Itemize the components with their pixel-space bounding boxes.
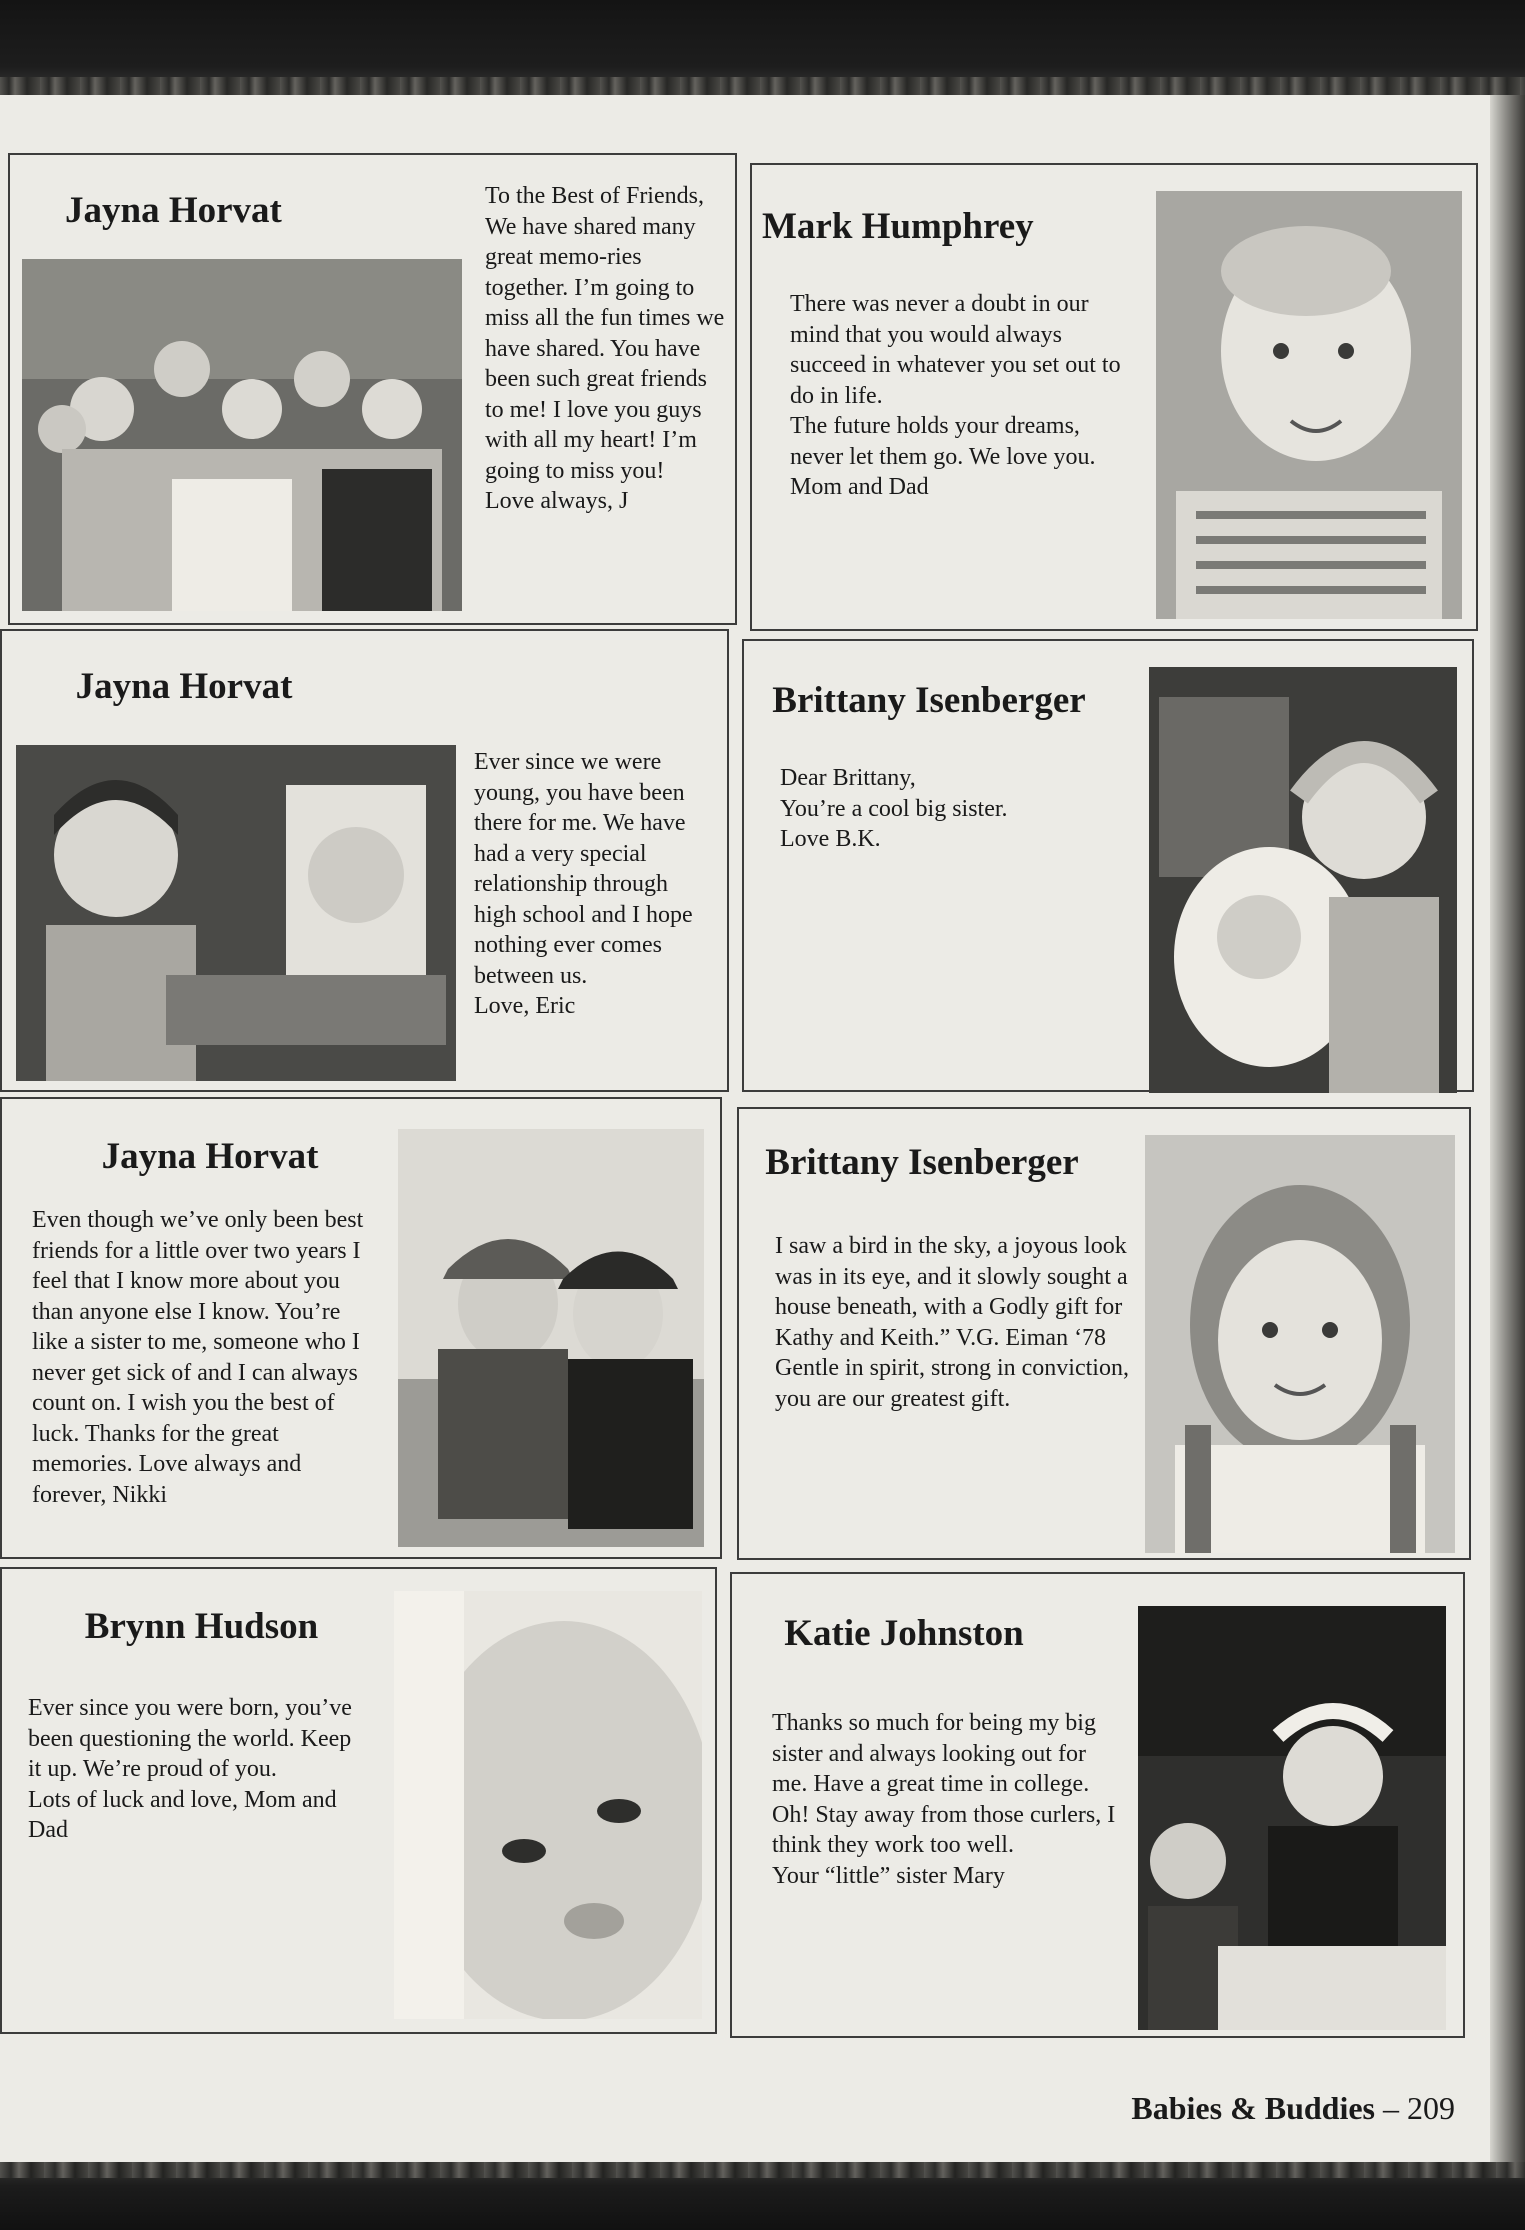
scan-edge-right — [1490, 95, 1525, 2162]
ad-name: Katie Johnston — [784, 1613, 1024, 1654]
ad-name: Brittany Isenberger — [772, 680, 1086, 721]
ad-photo-toddler-girl — [1145, 1135, 1455, 1553]
ad-card — [0, 1097, 722, 1559]
ad-message: Even though we’ve only been best friends for a little over two years I feel that I know more about you than anyone else I know. You’re like a sister to me, someone who I never get sick of and I can always count on. I wish you the best of luck. Thanks for the great memories. Love always and forever, Nikki — [32, 1207, 364, 1508]
ad-photo-baby-boy — [1156, 191, 1462, 619]
footer-separator: – — [1383, 2090, 1399, 2126]
ad-message: I saw a bird in the sky, a joyous look was in its eye, and it slowly sought a house beneath, with a Godly gift for Kathy and Keith.” V.G. Eiman ‘78 Gentle in spirit, strong in conviction, you are our greatest gift. — [775, 1233, 1129, 1412]
ad-photo-siblings-toddlers — [16, 745, 456, 1081]
ad-card — [750, 163, 1478, 631]
ad-message: Dear Brittany, You’re a cool big sister. Love B.K. — [780, 765, 1008, 852]
ad-name: Brittany Isenberger — [765, 1142, 1079, 1183]
ad-photo-group-of-friends — [22, 259, 462, 611]
ad-photo-sister-with-baby — [1149, 667, 1457, 1093]
ad-photo-two-sisters — [1138, 1606, 1446, 2030]
ad-photo-two-friends-in-caps — [398, 1129, 704, 1547]
page-footer — [1131, 2090, 1455, 2127]
ad-photo-newborn-baby — [394, 1591, 702, 2019]
ad-name: Jayna Horvat — [65, 190, 282, 231]
ad-name: Mark Humphrey — [762, 206, 1034, 247]
ad-name: Jayna Horvat — [75, 666, 293, 707]
footer-page-number: 209 — [1407, 2090, 1455, 2126]
ad-message: There was never a doubt in our mind that you would always succeed in whatever you set out to do in life. The future holds your dreams, never let them go. We love you. Mom and Dad — [790, 291, 1121, 500]
ad-message: Thanks so much for being my big sister and always looking out for me. Have a great time in college. Oh! Stay away from those curlers, I think they work too well. Your “little” sister Mary — [772, 1710, 1116, 1889]
ad-name: Brynn Hudson — [84, 1606, 319, 1647]
scan-edge-top — [0, 0, 1525, 95]
ad-message: Ever since you were born, you’ve been questioning the world. Keep it up. We’re proud of you. Lots of luck and love, Mom and Dad — [28, 1695, 352, 1843]
ad-card — [0, 1567, 717, 2034]
ad-card — [730, 1572, 1465, 2038]
footer-section-title: Babies & Buddies — [1131, 2090, 1375, 2126]
ad-message: Ever since we were young, you have been there for me. We have had a very special relationship through high school and I hope nothing ever comes between us. Love, Eric — [474, 749, 693, 1019]
ad-card — [8, 153, 737, 625]
ad-card — [737, 1107, 1471, 1560]
ad-card — [0, 629, 729, 1092]
ad-card — [742, 639, 1474, 1092]
ad-name: Jayna Horvat — [101, 1136, 319, 1177]
ad-message: To the Best of Friends, We have shared many great memo-ries together. I’m going to miss all the fun times we have shared. You have been such great friends to me! I love you guys with all my heart! I’m going to miss you! Love always, J — [485, 183, 725, 514]
scan-edge-bottom — [0, 2162, 1525, 2230]
